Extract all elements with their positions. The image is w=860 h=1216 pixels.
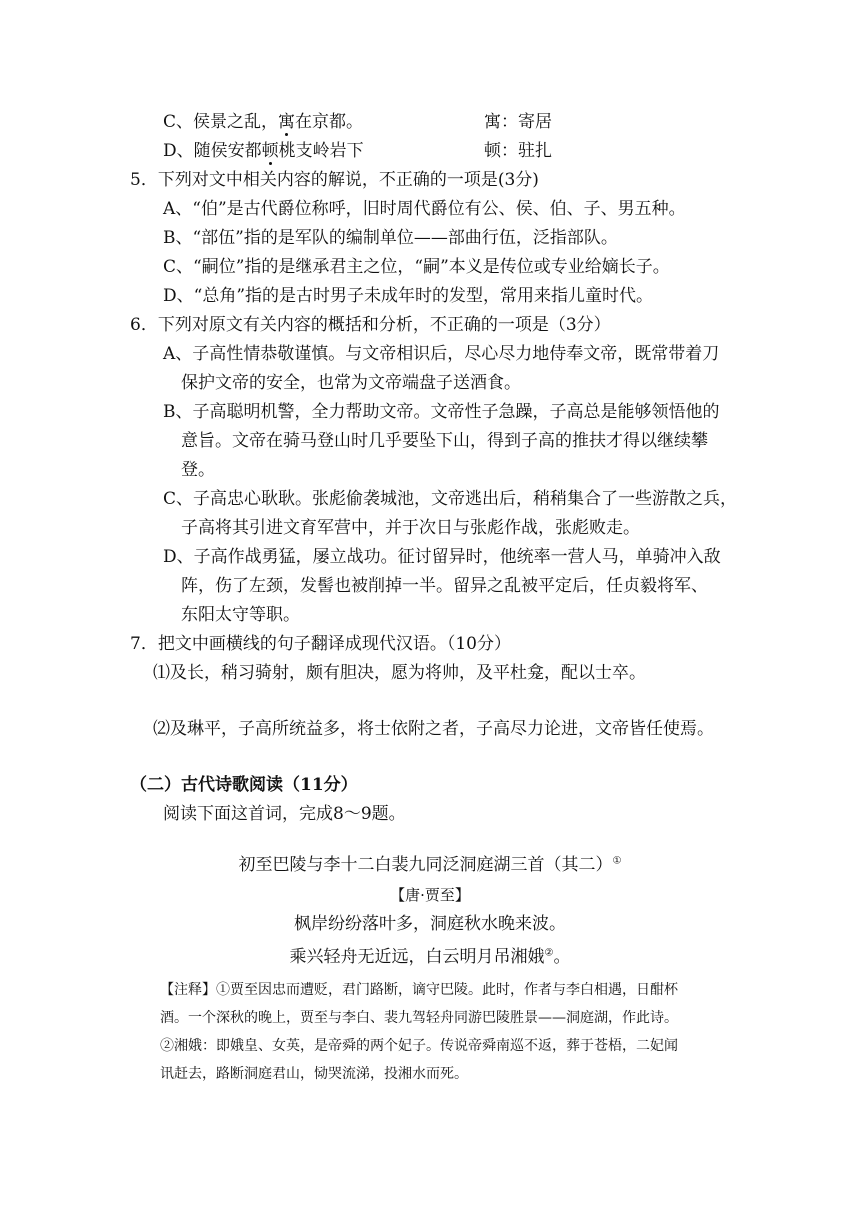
q4-option-d-gloss: 顿：驻扎 <box>484 141 552 161</box>
q4-option-c-keyword: 寓 <box>278 112 296 132</box>
q6-option-a-line1: A、子高性情恭敬谨慎。与文帝相识后，尽心尽力地侍奉文帝，既常带着刀 <box>163 344 720 364</box>
note-line-1: 【注释】①贾至因忠而遭贬，君门路断，谪守巴陵。此时，作者与李白相遇，日酣杯 <box>160 982 678 998</box>
q6-option-b-line2: 意旨。文帝在骑马登山时几乎要坠下山，得到子高的推扶才得以继续攀 <box>181 431 708 451</box>
q6-stem: 6．下列对原文有关内容的概括和分析，不正确的一项是（3分） <box>130 315 611 335</box>
q6-option-b-line1: B、子高聪明机警，全力帮助文帝。文帝性子急躁，子高总是能够领悟他的 <box>163 402 720 422</box>
q4-option-c-gloss: 寓：寄居 <box>484 112 552 132</box>
q5-option-b: B、“部伍”指的是军队的编制单位——部曲行伍，泛指部队。 <box>163 228 618 248</box>
q7-sentence-1: ⑴及长，稍习骑射，颇有胆决，愿为将帅，及平杜龛，配以士卒。 <box>153 663 646 683</box>
q7-stem: 7．把文中画横线的句子翻译成现代汉语。（10分） <box>130 634 511 654</box>
poem-line-2 <box>0 945 860 969</box>
q4-option-d-pre: D、随侯安都 <box>163 141 262 161</box>
note-line-3: ②湘娥：即娥皇、女英，是帝舜的两个妃子。传说帝舜南巡不返，葬于苍梧，二妃闻 <box>160 1038 678 1054</box>
q4-option-c <box>163 110 363 134</box>
q6-option-c-line1: C、子高忠心耿耿。张彪偷袭城池，文帝逃出后，稍稍集合了一些游散之兵， <box>163 489 738 509</box>
q6-option-d-line3: 东阳太守等职。 <box>181 605 300 625</box>
note-line-4: 讯赶去，路断洞庭君山，恸哭流涕，投湘水而死。 <box>160 1066 468 1082</box>
section-intro: 阅读下面这首词，完成8～9题。 <box>163 804 406 824</box>
poem-title-text: 初至巴陵与李十二白裴九同泛洞庭湖三首（其二） <box>238 855 613 875</box>
q4-option-c-post: 在京都。 <box>295 112 364 132</box>
q6-option-d-line2: 阵，伤了左颈，发髻也被削掉一半。留异之乱被平定后，任贞毅将军、 <box>181 576 708 596</box>
q6-option-b-line3: 登。 <box>181 460 215 480</box>
q6-option-d-line1: D、子高作战勇猛，屡立战功。征讨留异时，他统率一营人马，单骑冲入敌 <box>163 547 721 567</box>
q4-option-c-pre: C、侯景之乱， <box>163 112 279 132</box>
q6-option-a-line2: 保护文帝的安全，也常为文帝端盘子送酒食。 <box>181 373 521 393</box>
poem-title-note-mark: ① <box>612 855 622 867</box>
q5-stem: 5．下列对文中相关内容的解说，不正确的一项是(3分) <box>130 170 539 190</box>
q6-option-c-line2: 子高将其引进文育军营中，并于次日与张彪作战，张彪败走。 <box>181 518 640 538</box>
poem-author: 【唐·贾至】 <box>390 886 470 904</box>
q7-sentence-2: ⑵及琳平，子高所统益多，将士依附之者，子高尽力论进，文帝皆任使焉。 <box>153 719 714 739</box>
poem-line-2-note-mark: ② <box>544 947 554 959</box>
section-heading: （二）古代诗歌阅读（11分） <box>130 775 358 795</box>
q5-option-d: D、“总角”指的是古时男子未成年时的发型，常用来指儿童时代。 <box>163 286 654 306</box>
q4-option-d-keyword: 顿 <box>261 141 279 161</box>
q4-option-d-post: 桃支岭岩下 <box>278 141 364 161</box>
poem-line-2-text: 乘兴轻舟无近远，白云明月吊湘娥 <box>289 947 545 967</box>
q5-option-a: A、“伯”是古代爵位称呼，旧时周代爵位有公、侯、伯、子、男五种。 <box>163 199 686 219</box>
q4-option-d <box>163 139 364 163</box>
poem-line-1: 枫岸纷纷落叶多，洞庭秋水晚来波。 <box>294 914 566 934</box>
poem-line-2-end: 。 <box>553 947 571 967</box>
note-line-2: 酒。一个深秋的晚上，贾至与李白、裴九驾轻舟同游巴陵胜景——洞庭湖，作此诗。 <box>160 1010 678 1026</box>
q5-option-c: C、“嗣位”指的是继承君主之位，“嗣”本义是传位或专业给嫡长子。 <box>163 257 670 277</box>
poem-title <box>0 853 860 877</box>
